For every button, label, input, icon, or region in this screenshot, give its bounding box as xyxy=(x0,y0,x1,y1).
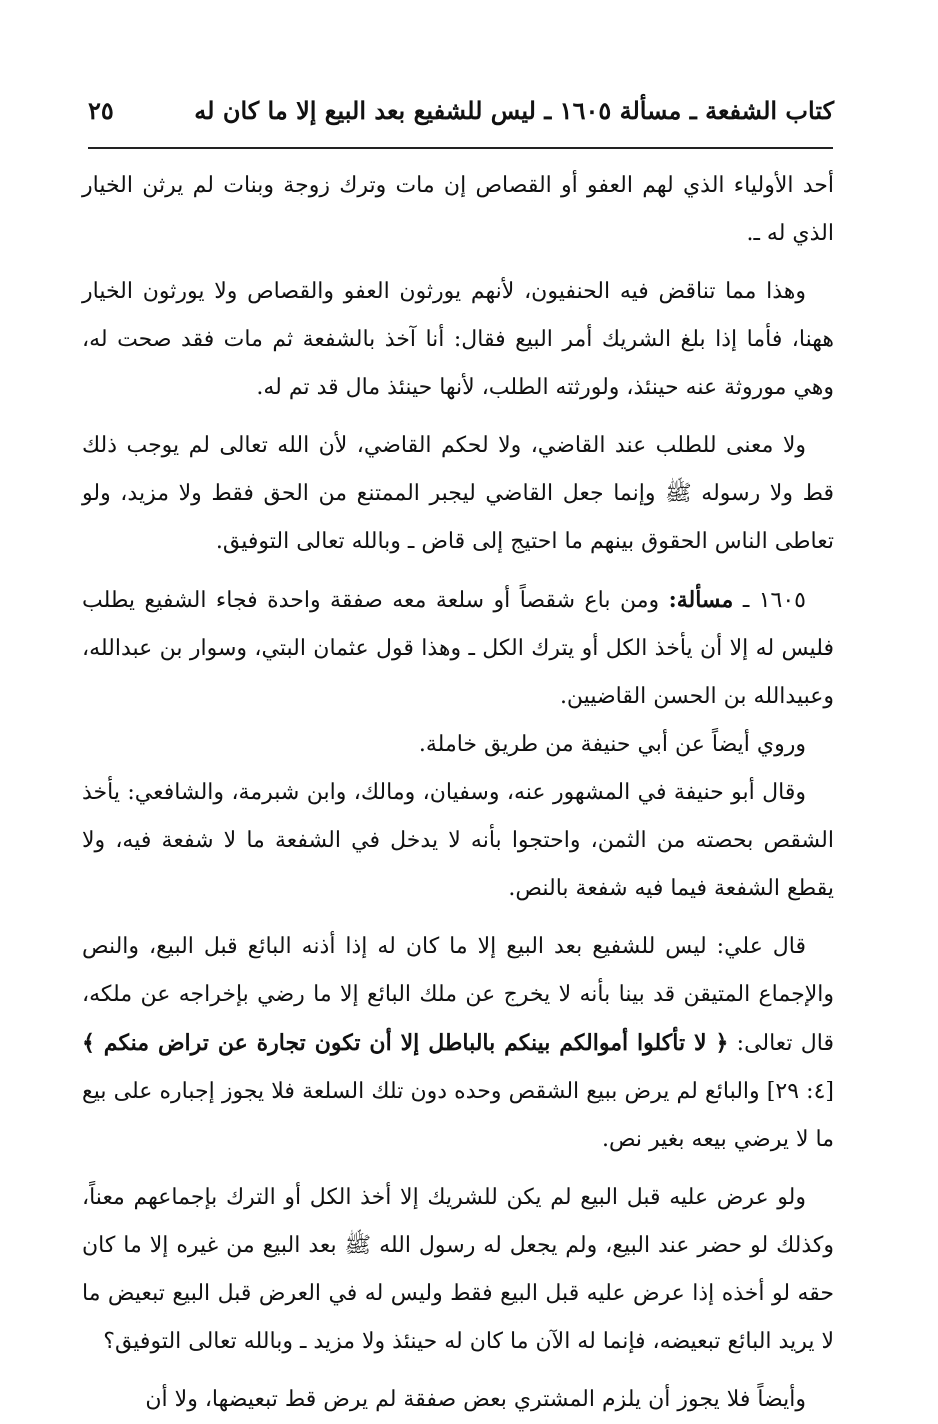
paragraph-text: ومن باع شقصاً أو سلعة معه صفقة واحدة فجاء الشفيع يطلب فليس له إلا أن يأخذ الكل أو يترك الكل ـ وهذا قول عثمان البتي، وسوار بن عبدالله، وعبيدالله بن الحسن القاضيين. xyxy=(82,588,834,709)
issue-1605 xyxy=(82,576,834,721)
header-rule xyxy=(88,147,833,149)
quran-quote: ﴿ لا تأكلوا أموالكم بينكم بالباطل إلا أن تكون تجارة عن تراض منكم ﴾ xyxy=(82,1030,729,1056)
paragraph-text: وأيضاً فلا يجوز أن يلزم المشتري بعض صفقة لم يرض قط تبعيضها، ولا أن xyxy=(145,1387,806,1412)
paragraph-text: وقال أبو حنيفة في المشهور عنه، وسفيان، ومالك، وابن شبرمة، والشافعي: يأخذ الشقص بحصته من الثمن، واحتجوا بأنه لا يدخل في الشفعة ما لا شفعة فيه، ولا يقطع الشفعة فيما فيه شفعة بالنص. xyxy=(82,780,834,901)
paragraph-text: ولو عرض عليه قبل البيع لم يكن للشريك إلا أخذ الكل أو الترك بإجماعهم معناً، وكذلك لو حضر عند البيع، ولم يجعل له رسول الله ﷺ بعد البيع من غيره إلا ما كان حقه لو أخذه إذا عرض عليه قبل البيع فقط وليس له في العرض قبل البيع تبعيض ما لا يريد البائع تبعيضه، فإنما له الآن ما كان له حينئذ ولا مزيد ـ وبالله تعالى التوفيق؟ xyxy=(82,1185,834,1354)
paragraph-6 xyxy=(82,769,834,913)
paragraph-text: قال علي: ليس للشفيع بعد البيع إلا ما كان له إذا أذنه البائع قبل البيع، والنص والإجماع المتيقن قد بينا بأنه لا يخرج عن ملك البائع إلا ما رضي بإخراجه عن ملكه، قال تعالى: xyxy=(82,934,835,1056)
paragraph-5 xyxy=(82,721,834,769)
running-title: كتاب الشفعة ـ مسألة ١٦٠٥ ـ ليس للشفيع بعد البيع إلا ما كان له xyxy=(194,96,834,125)
paragraph-text: ولا معنى للطلب عند القاضي، ولا لحكم القاضي، لأن الله تعالى لم يوجب ذلك قط ولا رسوله ﷺ وإنما جعل القاضي ليجبر الممتنع من الحق فقط ولا مزيد، ولو تعاطى الناس الحقوق بينهم ما احتيج إلى قاض ـ وبالله تعالى التوفيق. xyxy=(82,433,834,554)
paragraph-8 xyxy=(82,1174,834,1366)
paragraph-1 xyxy=(82,162,834,258)
paragraph-text: [٤: ٢٩] والبائع لم يرض ببيع الشقص وحده دون تلك السلعة فلا يجوز إجباره على بيع ما لا يرضي بيعه بغير نص. xyxy=(82,1079,834,1152)
paragraph-3 xyxy=(82,422,834,566)
paragraph-text: وروي أيضاً عن أبي حنيفة من طريق خاملة. xyxy=(418,732,806,757)
page-header xyxy=(82,96,834,136)
issue-heading: مسألة: xyxy=(668,587,734,613)
paragraph-9 xyxy=(82,1376,834,1424)
paragraph-text: وهذا مما تناقض فيه الحنفيون، لأنهم يورثون العفو والقصاص ولا يورثون الخيار ههنا، فأما إذا بلغ الشريك أمر البيع فقال: أنا آخذ بالشفعة ثم مات فقد صحت له، وهي موروثة عنه حينئذ، ولورثته الطلب، لأنها حينئذ مال قد تم له. xyxy=(82,279,834,400)
paragraph-2 xyxy=(82,268,834,412)
issue-number: ١٦٠٥ ـ xyxy=(742,588,806,613)
paragraph-7 xyxy=(82,923,834,1164)
page-number: ٢٥ xyxy=(88,96,114,125)
paragraph-text: أحد الأولياء الذي لهم العفو أو القصاص إن مات وترك زوجة وبنات لم يرثن الخيار الذي له ـ. xyxy=(82,173,834,246)
body-text xyxy=(82,162,834,1424)
